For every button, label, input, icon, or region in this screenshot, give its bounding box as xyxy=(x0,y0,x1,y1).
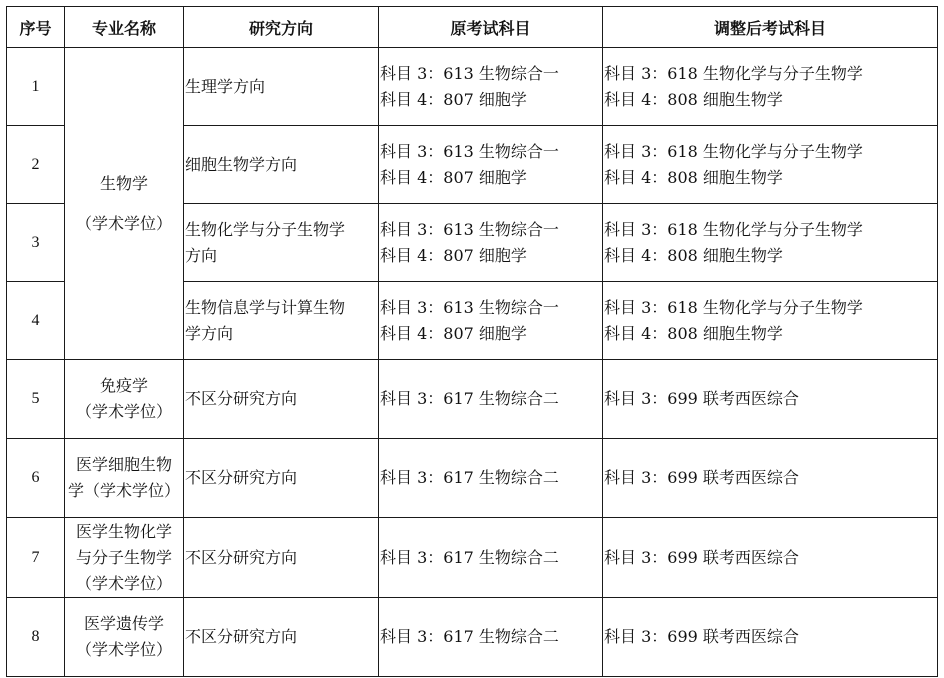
header-research-direction: 研究方向 xyxy=(184,7,379,48)
document-page xyxy=(6,6,938,677)
major-name-cell xyxy=(65,48,184,360)
major-name: 医学细胞生物 xyxy=(75,455,172,474)
table-row xyxy=(7,48,938,126)
degree-type: （学术学位） xyxy=(75,573,172,593)
table-row xyxy=(7,598,938,677)
major-name-cell xyxy=(65,598,184,677)
subject-line: 科目 3：618 生物化学与分子生物学 xyxy=(604,141,863,161)
row-number: 4 xyxy=(7,282,65,360)
header-adjusted-subjects: 调整后考试科目 xyxy=(603,7,938,48)
major-name: 生物学 xyxy=(99,173,148,193)
table-row xyxy=(7,360,938,439)
major-name: 医学遗传学 xyxy=(83,614,164,633)
degree-type: 学（学术学位） xyxy=(67,481,180,500)
research-direction: 生理学方向 xyxy=(184,48,379,126)
original-subjects xyxy=(379,48,603,126)
research-direction xyxy=(184,282,379,360)
original-subjects: 科目 3：617 生物综合二 xyxy=(379,439,603,518)
research-direction: 不区分研究方向 xyxy=(184,439,379,518)
subject-line: 科目 4：808 细胞生物学 xyxy=(604,167,783,187)
adjusted-subjects xyxy=(603,48,938,126)
subject-line: 科目 3：613 生物综合一 xyxy=(380,141,559,161)
major-name: 与分子生物学 xyxy=(75,547,172,567)
row-number: 5 xyxy=(7,360,65,439)
direction-line: 生物信息学与计算生物 xyxy=(185,297,346,317)
table-row xyxy=(7,439,938,518)
header-major-name: 专业名称 xyxy=(65,7,184,48)
adjusted-subjects: 科目 3：699 联考西医综合 xyxy=(603,439,938,518)
research-direction: 不区分研究方向 xyxy=(184,598,379,677)
research-direction: 不区分研究方向 xyxy=(184,360,379,439)
direction-line: 方向 xyxy=(185,245,218,265)
subject-line: 科目 4：808 细胞生物学 xyxy=(604,89,783,109)
subject-line: 科目 3：613 生物综合一 xyxy=(380,63,559,83)
header-original-subjects: 原考试科目 xyxy=(379,7,603,48)
degree-type: （学术学位） xyxy=(75,213,172,233)
major-name-cell xyxy=(65,360,184,439)
row-number: 2 xyxy=(7,126,65,204)
row-number: 8 xyxy=(7,598,65,677)
degree-type: （学术学位） xyxy=(75,402,172,421)
adjusted-subjects: 科目 3：699 联考西医综合 xyxy=(603,518,938,598)
table-header-row xyxy=(7,7,938,48)
direction-line: 学方向 xyxy=(185,323,234,343)
major-name: 免疫学 xyxy=(99,376,148,395)
header-serial-number: 序号 xyxy=(7,7,65,48)
adjusted-subjects: 科目 3：699 联考西医综合 xyxy=(603,360,938,439)
subject-line: 科目 3：618 生物化学与分子生物学 xyxy=(604,219,863,239)
subject-line: 科目 3：618 生物化学与分子生物学 xyxy=(604,297,863,317)
subject-line: 科目 4：807 细胞学 xyxy=(380,167,527,187)
direction-line: 生物化学与分子生物学 xyxy=(185,219,346,239)
original-subjects: 科目 3：617 生物综合二 xyxy=(379,360,603,439)
subject-line: 科目 4：808 细胞生物学 xyxy=(604,245,783,265)
adjusted-subjects: 科目 3：699 联考西医综合 xyxy=(603,598,938,677)
major-name-cell xyxy=(65,439,184,518)
exam-subject-adjustment-table xyxy=(6,6,938,677)
original-subjects xyxy=(379,282,603,360)
degree-type: （学术学位） xyxy=(75,640,172,659)
research-direction: 细胞生物学方向 xyxy=(184,126,379,204)
row-number: 7 xyxy=(7,518,65,598)
original-subjects: 科目 3：617 生物综合二 xyxy=(379,518,603,598)
original-subjects xyxy=(379,204,603,282)
major-name-cell xyxy=(65,518,184,598)
adjusted-subjects xyxy=(603,282,938,360)
research-direction: 不区分研究方向 xyxy=(184,518,379,598)
row-number: 1 xyxy=(7,48,65,126)
adjusted-subjects xyxy=(603,204,938,282)
subject-line: 科目 4：808 细胞生物学 xyxy=(604,323,783,343)
subject-line: 科目 3：613 生物综合一 xyxy=(380,219,559,239)
row-number: 6 xyxy=(7,439,65,518)
table-row xyxy=(7,518,938,598)
subject-line: 科目 4：807 细胞学 xyxy=(380,245,527,265)
subject-line: 科目 3：613 生物综合一 xyxy=(380,297,559,317)
row-number: 3 xyxy=(7,204,65,282)
major-name: 医学生物化学 xyxy=(75,521,172,541)
subject-line: 科目 4：807 细胞学 xyxy=(380,323,527,343)
original-subjects: 科目 3：617 生物综合二 xyxy=(379,598,603,677)
subject-line: 科目 3：618 生物化学与分子生物学 xyxy=(604,63,863,83)
original-subjects xyxy=(379,126,603,204)
subject-line: 科目 4：807 细胞学 xyxy=(380,89,527,109)
adjusted-subjects xyxy=(603,126,938,204)
research-direction xyxy=(184,204,379,282)
